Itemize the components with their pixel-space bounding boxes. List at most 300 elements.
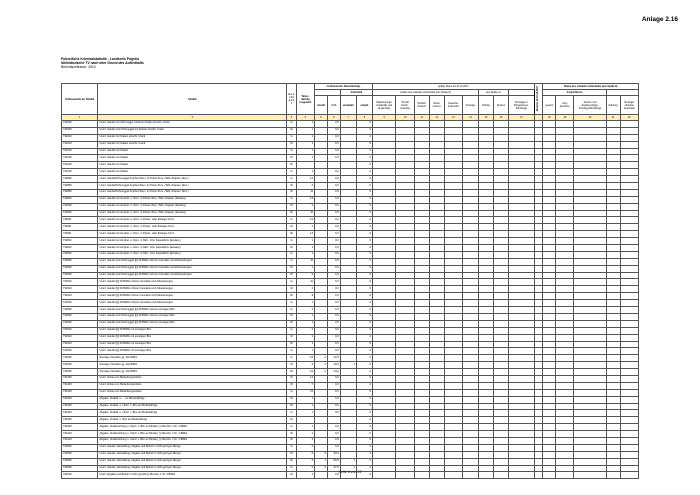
cell-empty <box>574 458 606 465</box>
colnum: 22 <box>620 115 638 121</box>
cell-empty <box>509 444 535 451</box>
cell-empty <box>509 437 535 444</box>
cell-empty <box>556 176 574 183</box>
cell-empty <box>534 217 543 224</box>
cell-empty <box>606 348 620 355</box>
cell-empty <box>494 396 509 403</box>
cell-empty <box>620 183 638 190</box>
cell-pct: 0,0 <box>327 327 340 334</box>
cell-count <box>315 382 328 389</box>
cell-offense: Unerl. Handel §§ 29 BtMG mit/von Cannabis und Zubereitungen <box>98 279 287 286</box>
cell-count <box>315 155 328 162</box>
report-title: Polizeiliche Kriminalstatistik - Landkreis Prignitz <box>61 57 140 61</box>
cell-empty <box>396 148 414 155</box>
cell-sex: G <box>287 348 297 355</box>
table-row <box>62 341 639 348</box>
cell-empty <box>494 437 509 444</box>
cell-empty <box>620 169 638 176</box>
cell-offense: Unerl. Handel §§ 29 BtMG mit/von Cannabis und Zubereitungen <box>98 293 287 300</box>
colnum: 6 <box>327 115 340 121</box>
cell-empty <box>429 293 444 300</box>
cell-empty <box>396 320 414 327</box>
cell-empty <box>543 176 556 183</box>
cell-offense: Unerl. Handel mit Kokain <box>98 169 287 176</box>
cell-empty <box>372 176 396 183</box>
cell-empty <box>372 403 396 410</box>
cell-total: 2 <box>296 224 314 231</box>
cell-empty <box>556 451 574 458</box>
cell-empty <box>534 424 543 431</box>
cell-empty <box>414 382 429 389</box>
cell-empty <box>543 286 556 293</box>
cell-erlaubt: 0 <box>356 437 372 444</box>
cell-empty <box>543 238 556 245</box>
cell-key: 734300 <box>62 396 98 403</box>
cell-empty <box>509 424 535 431</box>
cell-unerlaubt <box>340 231 356 238</box>
cell-count <box>315 203 328 210</box>
cell-empty <box>444 437 462 444</box>
cell-empty <box>414 334 429 341</box>
cell-empty <box>494 231 509 238</box>
cell-empty <box>606 169 620 176</box>
cell-key: 732200 <box>62 121 98 128</box>
cell-sex: W <box>287 369 297 376</box>
cell-empty <box>620 286 638 293</box>
cell-empty <box>444 293 462 300</box>
cell-erlaubt: 0 <box>356 431 372 438</box>
cell-empty <box>534 431 543 438</box>
cell-unerlaubt <box>340 403 356 410</box>
cell-empty <box>429 334 444 341</box>
cell-total: 1 <box>296 313 314 320</box>
cell-empty <box>414 231 429 238</box>
cell-total: 9 <box>296 293 314 300</box>
cell-empty <box>479 272 494 279</box>
cell-empty <box>396 245 414 252</box>
cell-unerlaubt <box>340 251 356 258</box>
cell-empty <box>414 196 429 203</box>
cell-empty <box>429 162 444 169</box>
cell-empty <box>396 327 414 334</box>
cell-empty <box>479 189 494 196</box>
cell-empty <box>534 183 543 190</box>
cell-empty <box>606 382 620 389</box>
cell-empty <box>479 307 494 314</box>
cell-empty <box>543 162 556 169</box>
cell-empty <box>543 355 556 362</box>
cell-empty <box>534 313 543 320</box>
cell-unerlaubt <box>340 189 356 196</box>
table-row <box>62 217 639 224</box>
cell-empty <box>556 265 574 272</box>
cell-empty <box>574 355 606 362</box>
cell-key: 734300 <box>62 410 98 417</box>
cell-empty <box>444 389 462 396</box>
cell-unerlaubt <box>340 258 356 265</box>
cell-empty <box>509 155 535 162</box>
cell-empty <box>509 410 535 417</box>
cell-empty <box>414 286 429 293</box>
cell-empty <box>462 417 478 424</box>
cell-pct: 0,0 <box>327 286 340 293</box>
cell-erlaubt: 0 <box>356 369 372 376</box>
cell-key: 734510 <box>62 472 98 479</box>
cell-total: 1 <box>296 148 314 155</box>
table-row <box>62 121 639 128</box>
cell-empty <box>606 176 620 183</box>
cell-empty <box>429 396 444 403</box>
cell-key: 732800 <box>62 189 98 196</box>
cell-total: 1 <box>296 334 314 341</box>
cell-empty <box>556 210 574 217</box>
cell-empty <box>444 272 462 279</box>
cell-empty <box>479 410 494 417</box>
cell-empty <box>429 203 444 210</box>
cell-empty <box>543 148 556 155</box>
cell-empty <box>534 334 543 341</box>
cell-empty <box>396 369 414 376</box>
cell-empty <box>534 121 543 128</box>
cell-count <box>315 121 328 128</box>
cell-pct: 0,0 <box>327 217 340 224</box>
cell-empty <box>414 451 429 458</box>
cell-count <box>315 127 328 134</box>
cell-empty <box>444 183 462 190</box>
cell-empty <box>429 217 444 224</box>
cell-erlaubt: 0 <box>356 162 372 169</box>
cell-empty <box>479 341 494 348</box>
cell-offense: Unerl. Handel und Schmuggel §§ 29 BtMG mit/von Cannabis und Zubereitungen <box>98 258 287 265</box>
cell-empty <box>494 355 509 362</box>
cell-offense: Unerl. Handel mit Amphet. u. Dem. in Pulver-/Kos.-/Tabl.-/Kapsel. (Ecstasy) <box>98 203 287 210</box>
cell-count <box>315 348 328 355</box>
cell-empty <box>479 203 494 210</box>
cell-empty <box>494 141 509 148</box>
cell-empty <box>444 320 462 327</box>
cell-count <box>315 258 328 265</box>
table-row <box>62 272 639 279</box>
cell-empty <box>574 127 606 134</box>
cell-empty <box>494 410 509 417</box>
cell-key: 734300 <box>62 403 98 410</box>
cell-empty <box>396 238 414 245</box>
col16-header: Student <box>494 96 509 115</box>
cell-empty <box>479 334 494 341</box>
cell-empty <box>429 176 444 183</box>
table-row <box>62 189 639 196</box>
cell-empty <box>556 348 574 355</box>
table-row <box>62 389 639 396</box>
cell-sex: G <box>287 176 297 183</box>
cell-empty <box>372 293 396 300</box>
cell-erlaubt: 0 <box>356 279 372 286</box>
cell-empty <box>543 396 556 403</box>
cell-empty <box>429 210 444 217</box>
cell-erlaubt: 0 <box>356 355 372 362</box>
cell-empty <box>372 320 396 327</box>
cell-empty <box>429 375 444 382</box>
cell-offense: Unerl. Handel §§ 29 BtMG mit sonstigen Btm <box>98 348 287 355</box>
cell-empty <box>534 382 543 389</box>
cell-empty <box>606 320 620 327</box>
cell-key: 732910 <box>62 348 98 355</box>
cell-empty <box>494 121 509 128</box>
cell-erlaubt: 0 <box>356 245 372 252</box>
cell-erlaubt: 0 <box>356 327 372 334</box>
cell-empty <box>534 238 543 245</box>
cell-unerlaubt <box>340 210 356 217</box>
cell-empty <box>606 258 620 265</box>
cell-empty <box>574 403 606 410</box>
cell-empty <box>606 293 620 300</box>
cell-empty <box>574 369 606 376</box>
cell-pct: 33,3 <box>327 451 340 458</box>
cell-offense: Unerl. Handel mit Kokain einschl. Crack <box>98 141 287 148</box>
colnum: 14 <box>462 115 478 121</box>
cell-empty <box>396 355 414 362</box>
cell-pct: 0,0 <box>327 258 340 265</box>
cell-erlaubt: 0 <box>356 300 372 307</box>
cell-unerlaubt: 1 <box>340 362 356 369</box>
cell-empty <box>494 293 509 300</box>
cell-erlaubt: 0 <box>356 313 372 320</box>
cell-empty <box>396 437 414 444</box>
cell-offense: Unerl. Handel mit Kokain <box>98 148 287 155</box>
cell-empty <box>396 231 414 238</box>
cell-offense: Abgabe, Verabreichung u. Überl. v. Btm an Minderj. § 29a Abs. 1 Nr. 1 BtMG <box>98 424 287 431</box>
cell-empty <box>372 334 396 341</box>
cell-empty <box>574 431 606 438</box>
cell-empty <box>479 224 494 231</box>
cell-empty <box>534 155 543 162</box>
cell-empty <box>429 424 444 431</box>
cell-offense: Unerl. Abgabe und Besitz in nicht gemäß § 29a Abs. 1 Nr. 2 BtMG <box>98 472 287 479</box>
col15-header: Schüler <box>479 96 494 115</box>
cell-count: 3 <box>315 465 328 472</box>
cell-key: 734300 <box>62 417 98 424</box>
cell-empty <box>462 403 478 410</box>
cell-unerlaubt <box>340 431 356 438</box>
cell-empty <box>429 169 444 176</box>
cell-empty <box>534 458 543 465</box>
cell-pct: 0,0 <box>327 121 340 128</box>
colnum: 19 <box>556 115 574 121</box>
cell-empty <box>509 203 535 210</box>
cell-empty <box>479 258 494 265</box>
cell-empty <box>534 265 543 272</box>
cell-empty <box>543 451 556 458</box>
cell-empty <box>414 162 429 169</box>
cell-count <box>315 327 328 334</box>
cell-empty <box>479 369 494 376</box>
cell-empty <box>606 424 620 431</box>
cell-total: 1 <box>296 403 314 410</box>
cell-empty <box>534 327 543 334</box>
cell-empty <box>556 183 574 190</box>
cell-empty <box>444 451 462 458</box>
cell-empty <box>494 265 509 272</box>
cell-empty <box>556 320 574 327</box>
cell-pct: 0,0 <box>327 375 340 382</box>
cell-empty <box>620 334 638 341</box>
cell-empty <box>606 431 620 438</box>
cell-key: 732910 <box>62 341 98 348</box>
cell-count <box>315 210 328 217</box>
cell-erlaubt: 0 <box>356 251 372 258</box>
cell-empty <box>534 176 543 183</box>
cell-empty <box>414 272 429 279</box>
cell-unerlaubt <box>340 203 356 210</box>
cell-empty <box>396 210 414 217</box>
cell-count <box>315 307 328 314</box>
cell-pct: 0,0 <box>327 396 340 403</box>
col-count-header: Anzahl <box>315 96 328 115</box>
cell-empty <box>479 245 494 252</box>
cell-empty <box>444 341 462 348</box>
cell-empty <box>372 258 396 265</box>
cell-offense: Unerl. Handel mit Amphet. u. Dem. in Pulver-/Kos.-/Tabl.-/Kapsel. (Ecstasy) <box>98 196 287 203</box>
cell-offense: Unerl. Handel, Herstellung, Abgabe und Besitz in nicht geringer Menge <box>98 444 287 451</box>
col21-header: Duldung <box>606 96 620 115</box>
cell-empty <box>429 141 444 148</box>
cell-empty <box>414 300 429 307</box>
cell-empty <box>479 176 494 183</box>
cell-total: 1 <box>296 134 314 141</box>
cell-count <box>315 313 328 320</box>
cell-empty <box>372 437 396 444</box>
cell-empty <box>556 155 574 162</box>
cell-empty <box>494 458 509 465</box>
cell-total: 16 <box>296 355 314 362</box>
cell-total: 1 <box>296 251 314 258</box>
colnum: 16 <box>494 115 509 121</box>
cell-sex: M <box>287 203 297 210</box>
cell-empty <box>429 134 444 141</box>
cell-empty <box>620 458 638 465</box>
cell-empty <box>494 307 509 314</box>
cell-empty <box>556 300 574 307</box>
cell-pct: 0,0 <box>327 245 340 252</box>
cell-offense: Unerl. Anbau von Betäubungsmitteln <box>98 382 287 389</box>
cell-sex: M <box>287 265 297 272</box>
cell-empty <box>372 451 396 458</box>
cell-count: 2 <box>315 451 328 458</box>
cell-count <box>315 444 328 451</box>
cell-empty <box>556 196 574 203</box>
cell-empty <box>414 217 429 224</box>
cell-empty <box>429 279 444 286</box>
cell-empty <box>606 217 620 224</box>
cell-empty <box>574 251 606 258</box>
cell-erlaubt: 0 <box>356 210 372 217</box>
cell-key: 732811 <box>62 217 98 224</box>
cell-empty <box>534 320 543 327</box>
cell-empty <box>414 169 429 176</box>
cell-empty <box>372 362 396 369</box>
cell-empty <box>462 451 478 458</box>
cell-empty <box>620 272 638 279</box>
cell-erlaubt: 0 <box>356 472 372 479</box>
cell-empty <box>372 458 396 465</box>
cell-empty <box>494 148 509 155</box>
cell-empty <box>620 403 638 410</box>
cell-empty <box>606 355 620 362</box>
cell-empty <box>534 341 543 348</box>
cell-empty <box>556 162 574 169</box>
cell-empty <box>429 431 444 438</box>
cell-erlaubt: 0 <box>356 258 372 265</box>
cell-empty <box>543 320 556 327</box>
cell-empty <box>429 300 444 307</box>
cell-offense: Unerl. Handel, Herstellung, Abgabe und Besitz in nicht geringer Menge <box>98 465 287 472</box>
cell-count: 1 <box>315 362 328 369</box>
cell-key: 732910 <box>62 286 98 293</box>
cell-erlaubt: 0 <box>356 224 372 231</box>
cell-empty <box>444 148 462 155</box>
cell-empty <box>444 258 462 265</box>
cell-empty <box>444 217 462 224</box>
cell-empty <box>556 369 574 376</box>
cell-empty <box>462 313 478 320</box>
cell-empty <box>462 320 478 327</box>
colnum: 5 <box>315 115 328 121</box>
cell-erlaubt: 0 <box>356 189 372 196</box>
cell-empty <box>396 155 414 162</box>
cell-empty <box>534 369 543 376</box>
cell-offense: Unerl. Anbau von Betäubungsmitteln <box>98 389 287 396</box>
cell-empty <box>462 362 478 369</box>
cell-empty <box>606 121 620 128</box>
cell-empty <box>574 320 606 327</box>
cell-empty <box>606 444 620 451</box>
cell-empty <box>372 424 396 431</box>
cell-empty <box>462 369 478 376</box>
cell-empty <box>444 431 462 438</box>
cell-empty <box>494 286 509 293</box>
cell-empty <box>396 396 414 403</box>
cell-empty <box>556 327 574 334</box>
cell-empty <box>372 189 396 196</box>
cell-empty <box>396 382 414 389</box>
cell-erlaubt: 0 <box>356 396 372 403</box>
cell-unerlaubt <box>340 334 356 341</box>
cell-empty <box>620 417 638 424</box>
cell-empty <box>606 231 620 238</box>
cell-empty <box>556 341 574 348</box>
cell-empty <box>444 313 462 320</box>
cell-empty <box>494 313 509 320</box>
cell-empty <box>534 196 543 203</box>
cell-empty <box>429 245 444 252</box>
cell-empty <box>494 451 509 458</box>
cell-empty <box>606 396 620 403</box>
cell-erlaubt: 0 <box>356 238 372 245</box>
cell-empty <box>606 375 620 382</box>
cell-empty <box>509 162 535 169</box>
cell-key: 732812 <box>62 245 98 252</box>
cell-sex: M <box>287 396 297 403</box>
cell-empty <box>462 272 478 279</box>
table-row <box>62 265 639 272</box>
cell-sex: W <box>287 403 297 410</box>
cell-empty <box>543 245 556 252</box>
cell-erlaubt: 0 <box>356 417 372 424</box>
group-valid-header: gültige Werte bis 31.12.2017 <box>372 84 534 90</box>
cell-empty <box>556 148 574 155</box>
cell-erlaubt: 0 <box>356 403 372 410</box>
cell-empty <box>543 417 556 424</box>
